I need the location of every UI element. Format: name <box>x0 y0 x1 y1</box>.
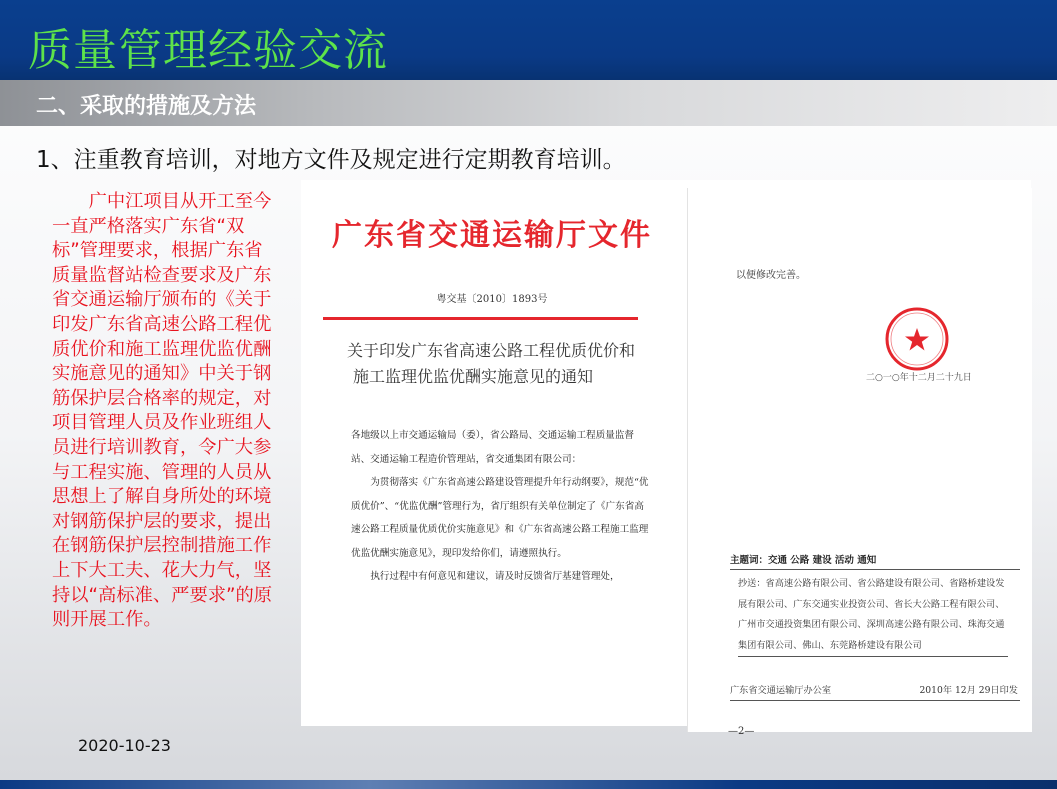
footer-bar <box>0 780 1057 789</box>
document-title-line-2: 施工监理优监优酬实施意见的通知 <box>353 367 594 386</box>
official-seal-icon <box>884 306 950 372</box>
measure-heading: 1、注重教育培训，对地方文件及规定进行定期教育培训。 <box>36 147 626 173</box>
document-issuer: 广东省交通运输厅办公室 <box>730 685 832 696</box>
document-issue-date: 2010年 12月 29日印发 <box>919 685 1018 696</box>
document-number: 粤交基〔2010〕1893号 <box>436 294 548 305</box>
document-page-2 <box>687 188 1032 737</box>
document-issuer-line <box>730 682 1020 701</box>
document-paragraph-1: 为贯彻落实《广东省高速公路建设管理提升年行动纲要》，规范“优质优价”、“优监优酬”管理行为，省厅组织有关单位制定了《广东省高速公路工程质量优质优价实施意见》和《广东省高速公路工程施工监理优监优酬实施意见》，现印发给你们，请遵照执行。 <box>351 477 649 559</box>
section-subtitle: 二、采取的措施及方法 <box>36 94 257 119</box>
document-title <box>347 338 647 390</box>
document-page-1 <box>301 180 683 726</box>
document-body <box>351 424 651 589</box>
document-continuation: 以便修改完善。 <box>736 270 806 281</box>
document-keywords: 主题词：交通 公路 建设 活动 通知 <box>730 552 1020 570</box>
document-title-line-1: 关于印发广东省高速公路工程优质优价和 <box>347 341 636 360</box>
red-divider <box>323 317 638 320</box>
document-recipients: 各地级以上市交通运输局（委），省公路局、交通运输工程质量监督站、交通运输工程造价管理站，省交通集团有限公司： <box>351 430 635 465</box>
document-cc-list: 抄送：省高速公路有限公司、省公路建设有限公司、省路桥建设发展有限公司、广东交通实业投资公司、省长大公路工程有限公司、广州市交通投资集团有限公司、深圳高速公路有限公司、珠海交通集团有限公司、佛山、东莞路桥建设有限公司 <box>738 574 1008 657</box>
document-sign-date: 二○一○年十二月二十九日 <box>866 373 972 383</box>
slide-date: 2020-10-23 <box>78 736 171 755</box>
document-page-number: —2— <box>728 726 755 737</box>
document-paragraph-2: 执行过程中有何意见和建议，请及时反馈省厅基建管理处， <box>370 571 620 582</box>
title-bar <box>0 0 1057 80</box>
slide-title: 质量管理经验交流 <box>28 25 388 76</box>
document-image <box>301 180 1031 737</box>
description-text: 广中江项目从开工至今一直严格落实广东省“双标”管理要求，根据广东省质量监督站检查要求及广东省交通运输厅颁布的《关于印发广东省高速公路工程优质优价和施工监理优监优酬实施意见的通知》中关于钢筋保护层合格率的规定，对项目管理人员及作业班组人员进行培训教育，令广大参与工程实施、管理的人员从思想上了解自身所处的环境对钢筋保护层的要求，提出在钢筋保护层控制措施工作上下大工夫、花大力气，坚持以“高标准、严要求”的原则开展工作。 <box>52 191 273 631</box>
document-header: 广东省交通运输厅文件 <box>332 218 652 253</box>
